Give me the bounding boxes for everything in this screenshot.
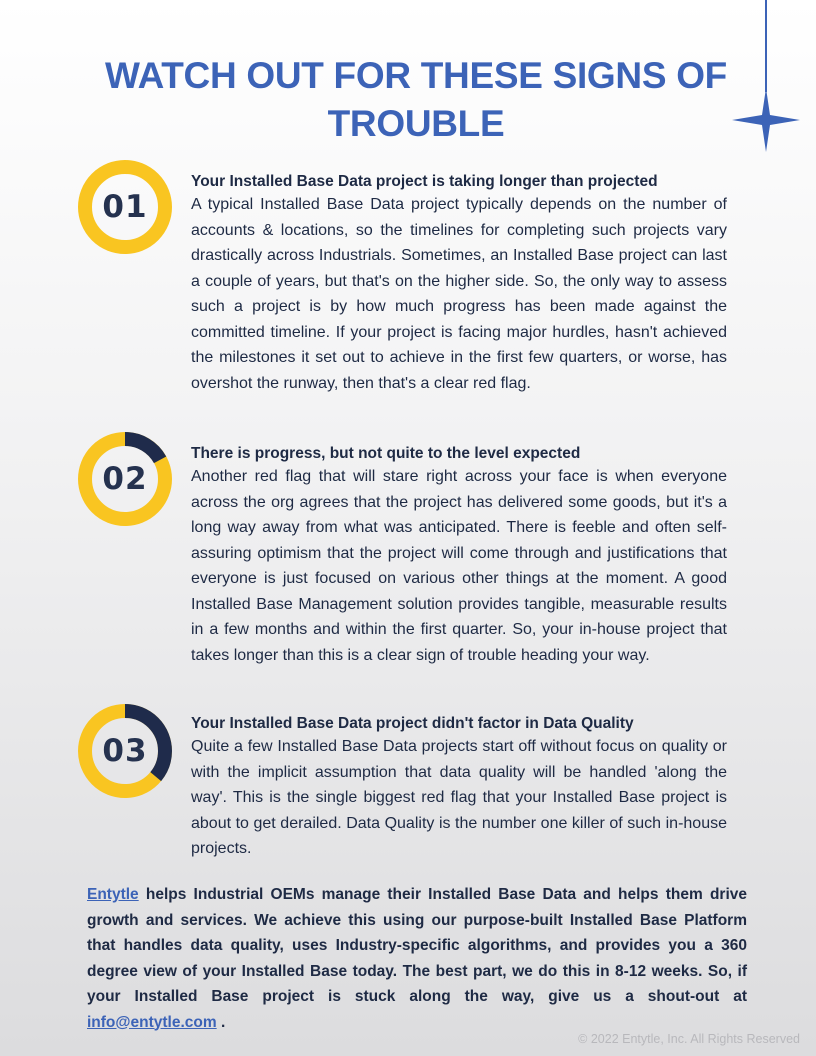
company-blurb [87, 882, 747, 1035]
sign-heading-3: Your Installed Base Data project didn't factor in Data Quality [191, 715, 634, 732]
blurb-end: . [216, 1013, 226, 1031]
page-title: WATCH OUT FOR THESE SIGNS OF TROUBLE [105, 55, 727, 144]
step-number-2: 02 [102, 461, 148, 497]
step-number-1: 01 [102, 189, 148, 225]
sign-heading-2: There is progress, but not quite to the level expected [191, 445, 581, 462]
sign-body-1: A typical Installed Base Data project typically depends on the number of accounts & locations, so the timelines for completing such projects vary drastically across Industrials. Sometimes, an Installed Base project can last a couple of years, but that's on the higher side. So, the only way to assess such a project is by how much progress has been made against the committed timeline. If your project is facing major hurdles, hasn't achieved the milestones it set out to achieve in the first few quarters, or worse, has overshot the runway, then that's a clear red flag. [191, 196, 727, 392]
sign-heading-1: Your Installed Base Data project is taking longer than projected [191, 173, 658, 190]
sign-body-3: Quite a few Installed Base Data projects start off without focus on quality or with the implicit assumption that data quality will be handled 'along the way'. This is the single biggest red flag that your Installed Base project is about to get derailed. Data Quality is the number one killer of such in-house projects. [191, 738, 727, 857]
copyright-notice: © 2022 Entytle, Inc. All Rights Reserved [578, 1032, 800, 1046]
email-link[interactable]: info@entytle.com [87, 1013, 217, 1031]
entytle-link[interactable]: Entytle [87, 886, 139, 903]
sign-body-2: Another red flag that will stare right across your face is when everyone across the org agrees that the project has delivered some goods, but it's a long way away from what was anticipated. There is feeble and often self-assuring optimism that the project will come through and justifications that everyone is just focused on various other things at the moment. A good Installed Base Management solution provides tangible, measurable results in a few months and within the first quarter. So, your in-house project that takes longer than this is a clear sign of trouble heading your way. [191, 468, 727, 664]
blurb-text: helps Industrial OEMs manage their Installed Base Data and helps them drive growth and services. We achieve this using our purpose-built Installed Base Platform that handles data quality, uses Industry-specific algorithms, and provides you a 360 degree view of your Installed Base today. The best part, we do this in 8-12 weeks. So, if your Installed Base project is stuck along the way, give us a shout-out at [87, 886, 747, 1005]
step-number-3: 03 [102, 733, 148, 769]
sparkle-star-icon [728, 0, 808, 160]
